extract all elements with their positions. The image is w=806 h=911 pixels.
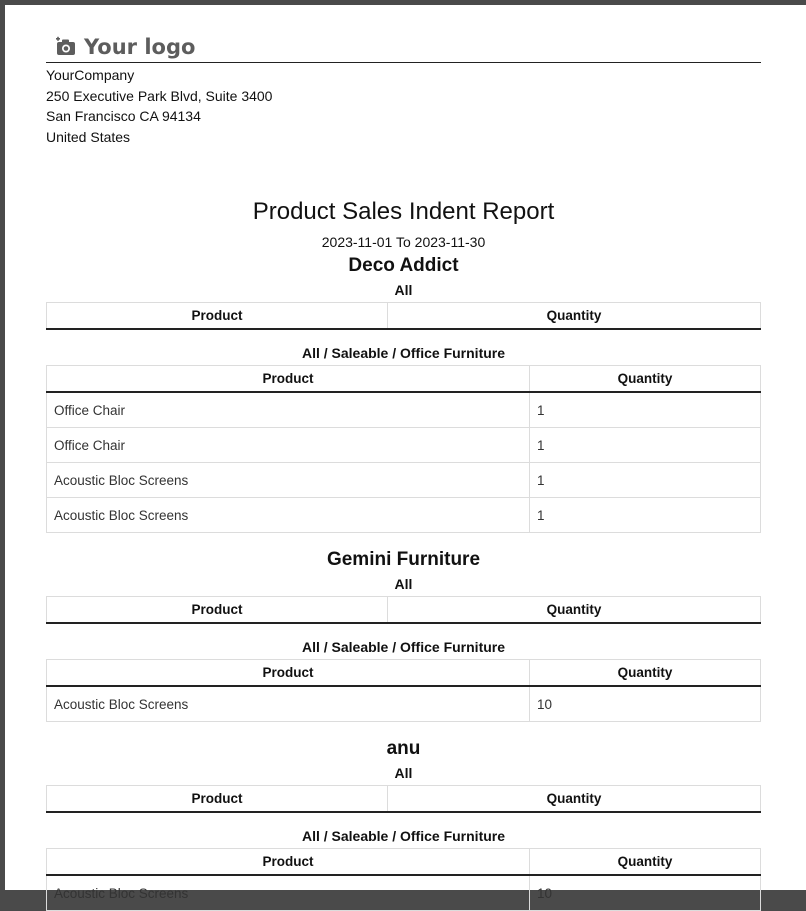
column-header-quantity: Quantity [388, 597, 761, 624]
company-address [46, 65, 272, 147]
report-date-range [46, 234, 761, 250]
company-name: YourCompany [46, 67, 135, 83]
partner-scope: All [394, 282, 413, 298]
column-header-quantity: Quantity [530, 660, 761, 687]
category-title: All / Saleable / Office Furniture [301, 639, 506, 655]
column-header-quantity: Quantity [388, 303, 761, 330]
table-row [47, 498, 761, 533]
camera-icon [56, 38, 76, 56]
quantity-cell: 1 [530, 392, 761, 428]
product-cell: Acoustic Bloc Screens [47, 498, 530, 533]
partner-name: Deco Addict [348, 255, 459, 276]
category-table [46, 659, 761, 722]
column-header-product: Product [47, 660, 530, 687]
category-table [46, 365, 761, 533]
product-cell: Office Chair [47, 392, 530, 428]
report-page [5, 5, 806, 901]
table-row [47, 875, 761, 911]
address-country: United States [46, 128, 131, 145]
partner-scope: All [394, 765, 413, 781]
column-header-product: Product [47, 303, 388, 330]
column-header-quantity: Quantity [388, 786, 761, 813]
partner-scope: All [394, 576, 413, 592]
address-line-2: San Francisco CA 94134 [46, 108, 201, 124]
column-header-quantity: Quantity [530, 366, 761, 393]
category-title: All / Saleable / Office Furniture [301, 828, 506, 844]
partner-table [46, 302, 761, 330]
header-divider [46, 62, 761, 63]
quantity-cell: 1 [530, 498, 761, 533]
product-cell: Acoustic Bloc Screens [47, 875, 530, 911]
table-row [47, 686, 761, 722]
table-row [47, 463, 761, 498]
quantity-cell: 1 [530, 428, 761, 463]
column-header-product: Product [47, 849, 530, 876]
table-row [47, 392, 761, 428]
company-logo [56, 33, 195, 61]
column-header-quantity: Quantity [530, 849, 761, 876]
date-to-label: To [395, 234, 411, 250]
address-line-1: 250 Executive Park Blvd, Suite 3400 [46, 87, 273, 104]
partner-name: Gemini Furniture [326, 549, 481, 570]
product-cell: Office Chair [47, 428, 530, 463]
partner-table [46, 785, 761, 813]
partner-name: anu [386, 738, 421, 759]
column-header-product: Product [47, 366, 530, 393]
product-cell: Acoustic Bloc Screens [47, 463, 530, 498]
column-header-product: Product [47, 597, 388, 624]
partner-table [46, 596, 761, 624]
report-title: Product Sales Indent Report [252, 198, 555, 225]
date-from: 2023-11-01 [321, 234, 393, 250]
table-row [47, 428, 761, 463]
logo-text: Your logo [84, 35, 196, 59]
quantity-cell: 10 [530, 875, 761, 911]
quantity-cell: 1 [530, 463, 761, 498]
quantity-cell: 10 [530, 686, 761, 722]
category-table [46, 848, 761, 911]
product-cell: Acoustic Bloc Screens [47, 686, 530, 722]
category-title: All / Saleable / Office Furniture [301, 345, 506, 361]
column-header-product: Product [47, 786, 388, 813]
date-to: 2023-11-30 [414, 234, 486, 250]
